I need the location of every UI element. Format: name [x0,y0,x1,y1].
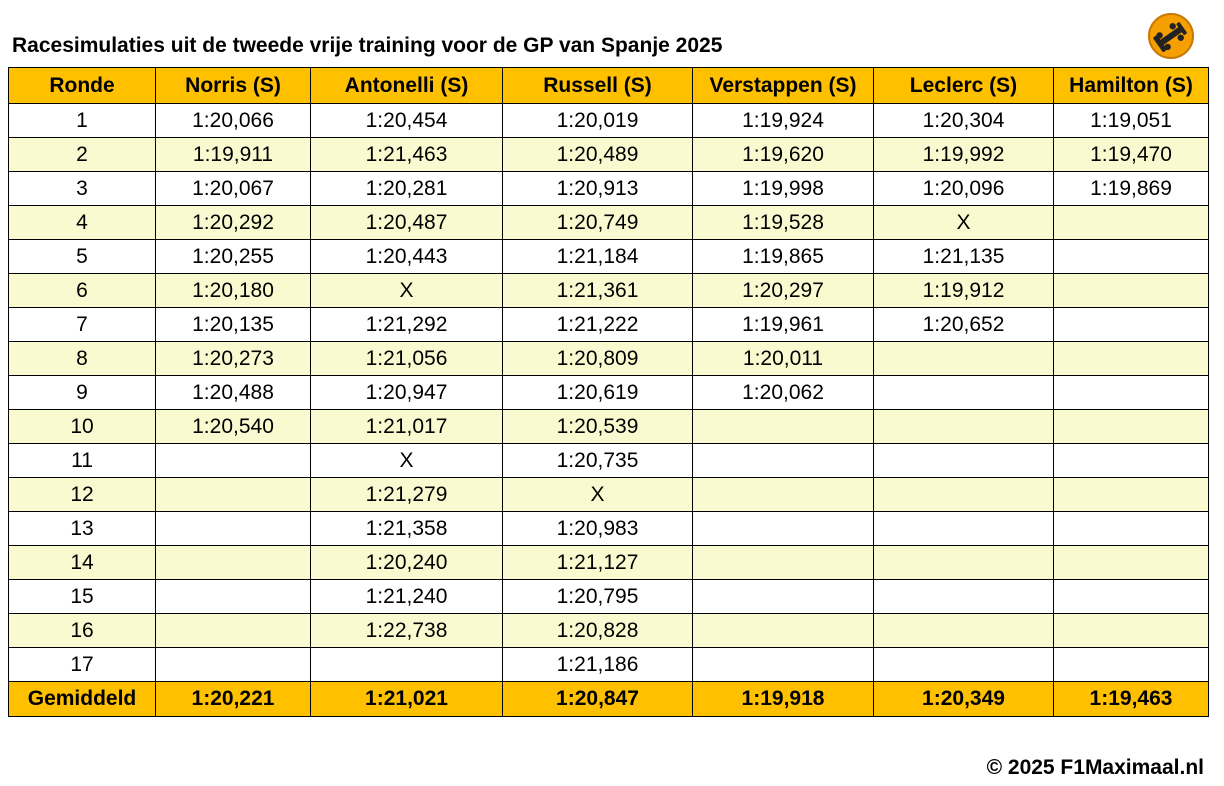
lap-number-cell: 11 [9,444,156,478]
lap-time-cell: 1:21,017 [311,410,503,444]
header-hamilton: Hamilton (S) [1054,68,1209,104]
average-cell: 1:19,918 [693,682,874,717]
lap-time-cell: 1:20,304 [874,104,1054,138]
lap-number-cell: 2 [9,138,156,172]
lap-time-cell: 1:21,279 [311,478,503,512]
copyright-text: © 2025 F1Maximaal.nl [986,756,1204,779]
lap-number-cell: 8 [9,342,156,376]
table-body [9,104,1209,682]
lap-time-cell: 1:20,096 [874,172,1054,206]
table-row [9,172,1209,206]
lap-time-cell: 1:20,795 [503,580,693,614]
lap-number-cell: 1 [9,104,156,138]
lap-time-cell [1054,444,1209,478]
header-antonelli: Antonelli (S) [311,68,503,104]
lap-time-cell: 1:19,992 [874,138,1054,172]
lap-time-cell [156,614,311,648]
lap-time-cell [1054,546,1209,580]
lap-time-cell: 1:21,222 [503,308,693,342]
table-row [9,308,1209,342]
lap-time-cell: 1:19,620 [693,138,874,172]
table-row [9,240,1209,274]
lap-time-cell: 1:21,292 [311,308,503,342]
table-row [9,512,1209,546]
lap-number-cell: 4 [9,206,156,240]
lap-time-cell [874,648,1054,682]
lap-time-cell: 1:19,869 [1054,172,1209,206]
lap-time-cell: 1:20,273 [156,342,311,376]
average-label: Gemiddeld [9,682,156,717]
lap-time-cell [874,342,1054,376]
lap-time-cell: 1:21,186 [503,648,693,682]
lap-time-cell: 1:20,019 [503,104,693,138]
lap-number-cell: 6 [9,274,156,308]
header-verstappen: Verstappen (S) [693,68,874,104]
lap-time-cell: 1:21,240 [311,580,503,614]
lap-time-cell [1054,512,1209,546]
average-cell: 1:20,847 [503,682,693,717]
lap-time-cell [156,478,311,512]
lap-time-cell: 1:20,913 [503,172,693,206]
lap-number-cell: 14 [9,546,156,580]
table-row [9,648,1209,682]
table-row [9,342,1209,376]
lap-time-cell: X [874,206,1054,240]
lap-time-cell [1054,342,1209,376]
lap-time-cell: 1:20,066 [156,104,311,138]
header-leclerc: Leclerc (S) [874,68,1054,104]
lap-time-cell: 1:20,619 [503,376,693,410]
lap-number-cell: 17 [9,648,156,682]
lap-time-cell [693,648,874,682]
lap-number-cell: 9 [9,376,156,410]
lap-times-table [8,67,1209,717]
lap-time-cell: 1:20,255 [156,240,311,274]
lap-time-cell [1054,240,1209,274]
table-row [9,478,1209,512]
average-cell: 1:20,349 [874,682,1054,717]
lap-time-cell [693,546,874,580]
lap-time-cell: 1:20,947 [311,376,503,410]
lap-time-cell: 1:21,358 [311,512,503,546]
average-cell: 1:21,021 [311,682,503,717]
table-row [9,104,1209,138]
lap-time-cell: 1:20,135 [156,308,311,342]
lap-number-cell: 7 [9,308,156,342]
lap-time-cell: 1:20,540 [156,410,311,444]
lap-time-cell: X [311,274,503,308]
lap-time-cell: 1:20,067 [156,172,311,206]
table-title: Racesimulaties uit de tweede vrije training voor de GP van Spanje 2025 [12,34,723,57]
lap-time-cell: 1:20,240 [311,546,503,580]
lap-time-cell [874,580,1054,614]
lap-time-cell: X [503,478,693,512]
lap-time-cell: 1:20,735 [503,444,693,478]
lap-time-cell [1054,206,1209,240]
lap-time-cell: 1:21,135 [874,240,1054,274]
lap-time-cell [693,614,874,648]
lap-time-cell: 1:20,454 [311,104,503,138]
lap-time-cell: 1:19,961 [693,308,874,342]
average-cell: 1:19,463 [1054,682,1209,717]
table-row [9,614,1209,648]
lap-time-cell [156,648,311,682]
lap-time-cell [1054,648,1209,682]
lap-time-cell [693,444,874,478]
lap-time-cell: 1:19,911 [156,138,311,172]
lap-time-cell: 1:20,297 [693,274,874,308]
lap-time-cell: X [311,444,503,478]
lap-time-cell: 1:20,539 [503,410,693,444]
f1maximaal-logo-icon [1147,12,1195,60]
lap-time-cell: 1:20,652 [874,308,1054,342]
lap-time-cell: 1:20,828 [503,614,693,648]
lap-time-cell [874,410,1054,444]
lap-time-cell [1054,478,1209,512]
lap-time-cell: 1:22,738 [311,614,503,648]
lap-time-cell: 1:20,489 [503,138,693,172]
lap-number-cell: 3 [9,172,156,206]
lap-time-cell [874,512,1054,546]
lap-time-cell: 1:20,281 [311,172,503,206]
header-row [9,68,1209,104]
lap-time-cell: 1:20,443 [311,240,503,274]
header-ronde: Ronde [9,68,156,104]
lap-time-cell [1054,376,1209,410]
lap-time-cell: 1:20,062 [693,376,874,410]
lap-number-cell: 5 [9,240,156,274]
lap-time-cell [156,512,311,546]
lap-time-cell: 1:19,470 [1054,138,1209,172]
lap-time-cell [1054,580,1209,614]
lap-time-cell [874,546,1054,580]
lap-time-cell: 1:20,180 [156,274,311,308]
table-row [9,410,1209,444]
lap-number-cell: 16 [9,614,156,648]
lap-time-cell: 1:21,361 [503,274,693,308]
table-row [9,546,1209,580]
header-russell: Russell (S) [503,68,693,104]
lap-time-cell [874,478,1054,512]
lap-time-cell [874,614,1054,648]
lap-number-cell: 10 [9,410,156,444]
lap-time-cell: 1:20,488 [156,376,311,410]
lap-time-cell [311,648,503,682]
lap-time-cell [874,376,1054,410]
lap-time-cell: 1:20,749 [503,206,693,240]
lap-time-cell [693,512,874,546]
lap-time-cell [1054,274,1209,308]
lap-time-cell [693,410,874,444]
lap-time-cell [1054,308,1209,342]
average-row [9,682,1209,717]
lap-time-cell: 1:21,184 [503,240,693,274]
lap-time-cell: 1:19,528 [693,206,874,240]
lap-time-cell [156,444,311,478]
lap-time-cell: 1:20,809 [503,342,693,376]
average-cell: 1:20,221 [156,682,311,717]
lap-time-cell: 1:21,127 [503,546,693,580]
lap-time-cell [156,546,311,580]
lap-time-cell: 1:21,463 [311,138,503,172]
lap-time-cell: 1:19,912 [874,274,1054,308]
lap-time-cell: 1:21,056 [311,342,503,376]
lap-time-cell [1054,614,1209,648]
header-norris: Norris (S) [156,68,311,104]
lap-time-cell: 1:19,865 [693,240,874,274]
lap-time-cell: 1:20,292 [156,206,311,240]
lap-time-cell: 1:19,051 [1054,104,1209,138]
lap-time-cell [693,478,874,512]
lap-time-cell: 1:20,487 [311,206,503,240]
table-row [9,138,1209,172]
lap-time-cell [156,580,311,614]
lap-number-cell: 13 [9,512,156,546]
table-row [9,274,1209,308]
table-row [9,376,1209,410]
lap-time-cell: 1:20,983 [503,512,693,546]
lap-time-cell [874,444,1054,478]
lap-time-cell [693,580,874,614]
table-row [9,206,1209,240]
lap-number-cell: 15 [9,580,156,614]
lap-time-cell: 1:19,998 [693,172,874,206]
lap-time-cell: 1:20,011 [693,342,874,376]
lap-number-cell: 12 [9,478,156,512]
lap-time-cell: 1:19,924 [693,104,874,138]
table-row [9,444,1209,478]
table-row [9,580,1209,614]
lap-time-cell [1054,410,1209,444]
